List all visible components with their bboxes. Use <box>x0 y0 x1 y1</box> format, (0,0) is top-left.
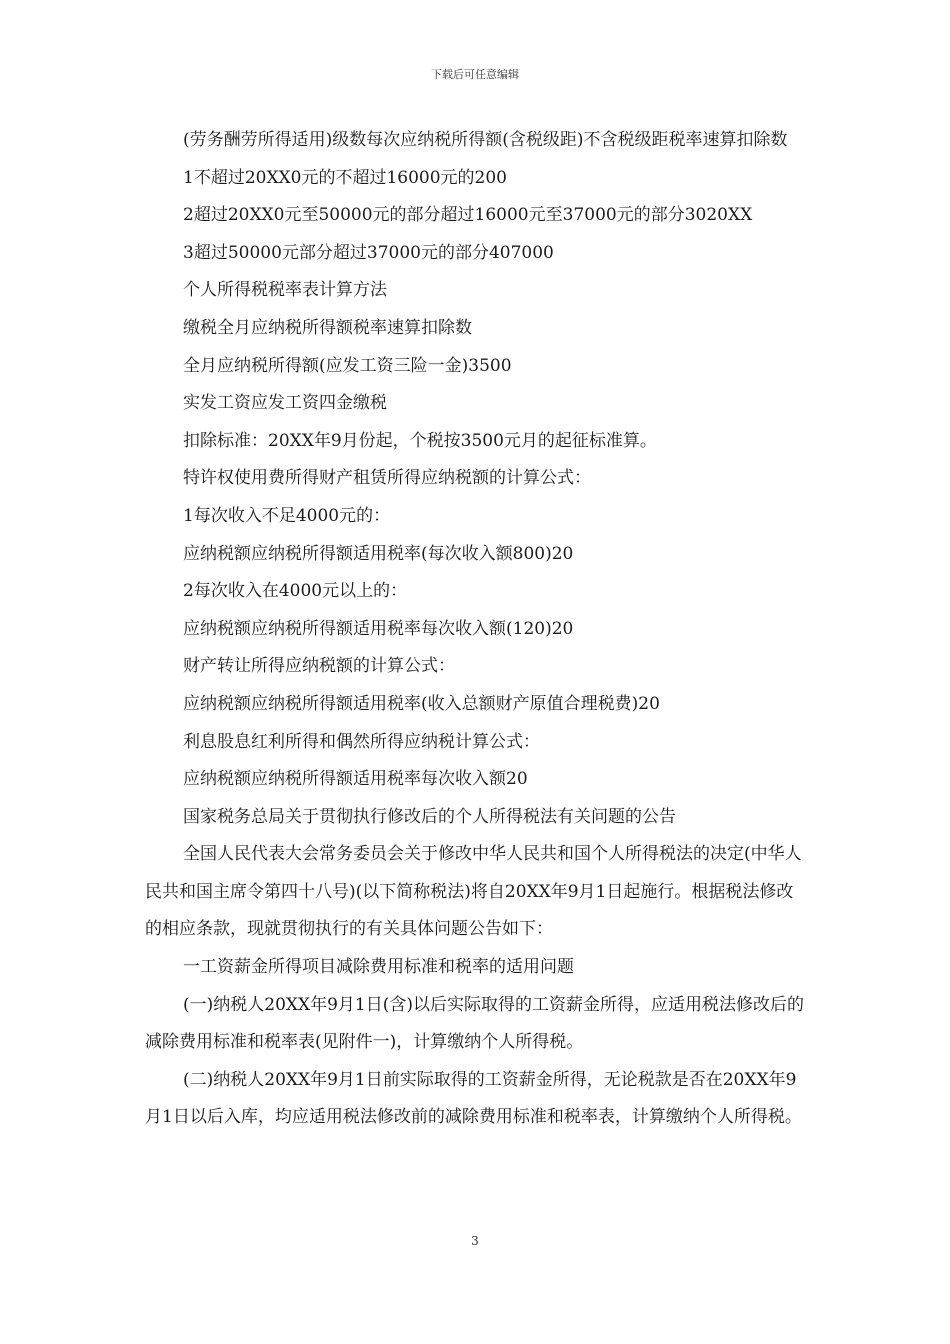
paragraph: 1每次收入不足4000元的： <box>183 505 391 526</box>
paragraph: 利息股息红利所得和偶然所得应纳税计算公式： <box>183 731 540 752</box>
paragraph: 实发工资应发工资四金缴税 <box>183 393 387 414</box>
paragraph: 缴税全月应纳税所得额税率速算扣除数 <box>183 317 472 338</box>
paragraph: 应纳税额应纳税所得额适用税率(每次收入额800)20 <box>183 543 574 564</box>
paragraph: 全月应纳税所得额(应发工资三险一金)3500 <box>183 355 512 376</box>
paragraph: 2每次收入在4000元以上的： <box>183 581 408 602</box>
page-number: 3 <box>471 1234 479 1248</box>
paragraph: (二)纳税人20XX年9月1日前实际取得的工资薪金所得，无论税款是否在20XX年9月1日以后入库，均应适用税法修改前的减除费用标准和税率表，计算缴纳个人所得税。 <box>145 1069 802 1128</box>
paragraph: 一工资薪金所得项目减除费用标准和税率的适用问题 <box>183 957 574 978</box>
paragraph: 应纳税额应纳税所得额适用税率(收入总额财产原值合理税费)20 <box>183 693 660 714</box>
paragraph: 1不超过20XX0元的不超过16000元的200 <box>183 167 507 188</box>
paragraph: 财产转让所得应纳税额的计算公式： <box>183 656 455 677</box>
paragraph: (一)纳税人20XX年9月1日(含)以后实际取得的工资薪金所得，应适用税法修改后的减除费用标准和税率表(见附件一)，计算缴纳个人所得税。 <box>145 994 804 1053</box>
document-body <box>145 122 810 1137</box>
paragraph: 个人所得税税率表计算方法 <box>183 280 387 301</box>
paragraph: (劳务酬劳所得适用)级数每次应纳税所得额(含税级距)不含税级距税率速算扣除数 <box>183 130 788 150</box>
paragraph: 国家税务总局关于贯彻执行修改后的个人所得税法有关问题的公告 <box>183 806 676 827</box>
page-header: 下载后可任意编辑 <box>431 68 519 81</box>
paragraph: 全国人民代表大会常务委员会关于修改中华人民共和国个人所得税法的决定(中华人民共和国主席令第四十八号)(以下简称税法)将自20XX年9月1日起施行。根据税法修改的相应条款，现就贯彻执行的有关具体问题公告如下： <box>145 844 802 940</box>
paragraph: 特许权使用费所得财产租赁所得应纳税额的计算公式： <box>183 468 591 489</box>
paragraph: 应纳税额应纳税所得额适用税率每次收入额20 <box>183 769 528 790</box>
paragraph: 应纳税额应纳税所得额适用税率每次收入额(120)20 <box>183 618 574 639</box>
paragraph: 扣除标准：20XX年9月份起，个税按3500元月的起征标准算。 <box>183 430 657 451</box>
paragraph: 2超过20XX0元至50000元的部分超过16000元至37000元的部分3020XX <box>183 205 753 226</box>
paragraph: 3超过50000元部分超过37000元的部分407000 <box>183 242 554 263</box>
